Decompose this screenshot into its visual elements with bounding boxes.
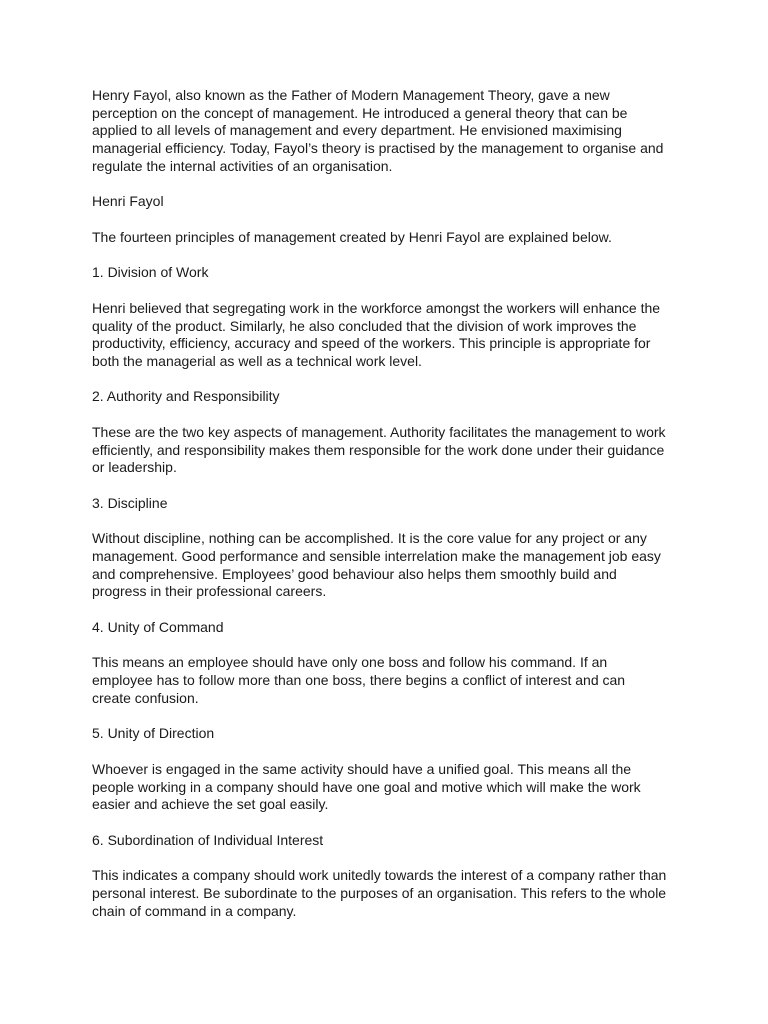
text-line: or leadership. xyxy=(92,459,177,476)
text-line: This indicates a company should work unitedly towards the interest of a company rather than xyxy=(92,867,667,884)
section-heading xyxy=(92,388,684,406)
text-line: Henry Fayol, also known as the Father of Modern Management Theory, gave a new xyxy=(92,87,610,103)
text-line: Henri believed that segregating work in the workforce amongst the workers will enhance the xyxy=(92,299,661,316)
text-line: perception on the concept of management. He introduced a general theory that can be xyxy=(92,104,628,121)
text-line: progress in their professional careers. xyxy=(92,583,327,600)
text-line: efficiently, and responsibility makes them responsible for the work done under their guidance xyxy=(92,441,665,458)
section-heading xyxy=(92,832,684,850)
text-line: quality of the product. Similarly, he also concluded that the division of work improves the xyxy=(92,317,637,334)
paragraph xyxy=(92,530,684,601)
text-line: create confusion. xyxy=(92,689,199,706)
document-body xyxy=(92,87,684,920)
text-line: 3. Discipline xyxy=(92,494,168,511)
text-line: 5. Unity of Direction xyxy=(92,725,215,742)
text-line: 6. Subordination of Individual Interest xyxy=(92,831,324,848)
document-page xyxy=(92,87,684,938)
paragraph xyxy=(92,87,684,176)
text-line: The fourteen principles of management created by Henri Fayol are explained below. xyxy=(92,228,612,245)
paragraph xyxy=(92,654,684,707)
text-line: people working in a company should have one goal and motive which will make the work xyxy=(92,778,641,795)
text-line: managerial efficiency. Today, Fayol’s theory is practised by the management to organise and xyxy=(92,140,664,157)
paragraph xyxy=(92,300,684,371)
text-line: These are the two key aspects of management. Authority facilitates the management to work xyxy=(92,423,666,440)
text-line: chain of command in a company. xyxy=(92,902,297,919)
paragraph xyxy=(92,424,684,477)
section-heading xyxy=(92,619,684,637)
section-heading xyxy=(92,193,684,211)
text-line: Without discipline, nothing can be accomplished. It is the core value for any project or any xyxy=(92,530,647,547)
text-line: regulate the internal activities of an organisation. xyxy=(92,157,393,174)
text-line: applied to all levels of management and every department. He envisioned maximising xyxy=(92,122,622,139)
paragraph xyxy=(92,761,684,814)
text-line: 1. Division of Work xyxy=(92,264,209,281)
section-heading xyxy=(92,495,684,513)
text-line: This means an employee should have only one boss and follow his command. If an xyxy=(92,654,608,671)
paragraph xyxy=(92,867,684,920)
text-line: and comprehensive. Employees’ good behaviour also helps them smoothly build and xyxy=(92,565,617,582)
text-line: 2. Authority and Responsibility xyxy=(92,388,280,405)
section-heading xyxy=(92,725,684,743)
text-line: management. Good performance and sensible interrelation make the management job easy xyxy=(92,548,661,565)
text-line: Whoever is engaged in the same activity should have a unified goal. This means all the xyxy=(92,760,632,777)
text-line: 4. Unity of Command xyxy=(92,618,224,635)
text-line: employee has to follow more than one boss, there begins a conflict of interest and can xyxy=(92,672,626,689)
text-line: personal interest. Be subordinate to the purposes of an organisation. This refers to the whole xyxy=(92,884,667,901)
text-line: easier and achieve the set goal easily. xyxy=(92,796,329,813)
text-line: Henri Fayol xyxy=(92,193,164,210)
text-line: both the managerial as well as a technical work level. xyxy=(92,352,422,369)
section-heading xyxy=(92,264,684,282)
paragraph xyxy=(92,229,684,247)
text-line: productivity, efficiency, accuracy and speed of the workers. This principle is appropriate for xyxy=(92,335,651,352)
